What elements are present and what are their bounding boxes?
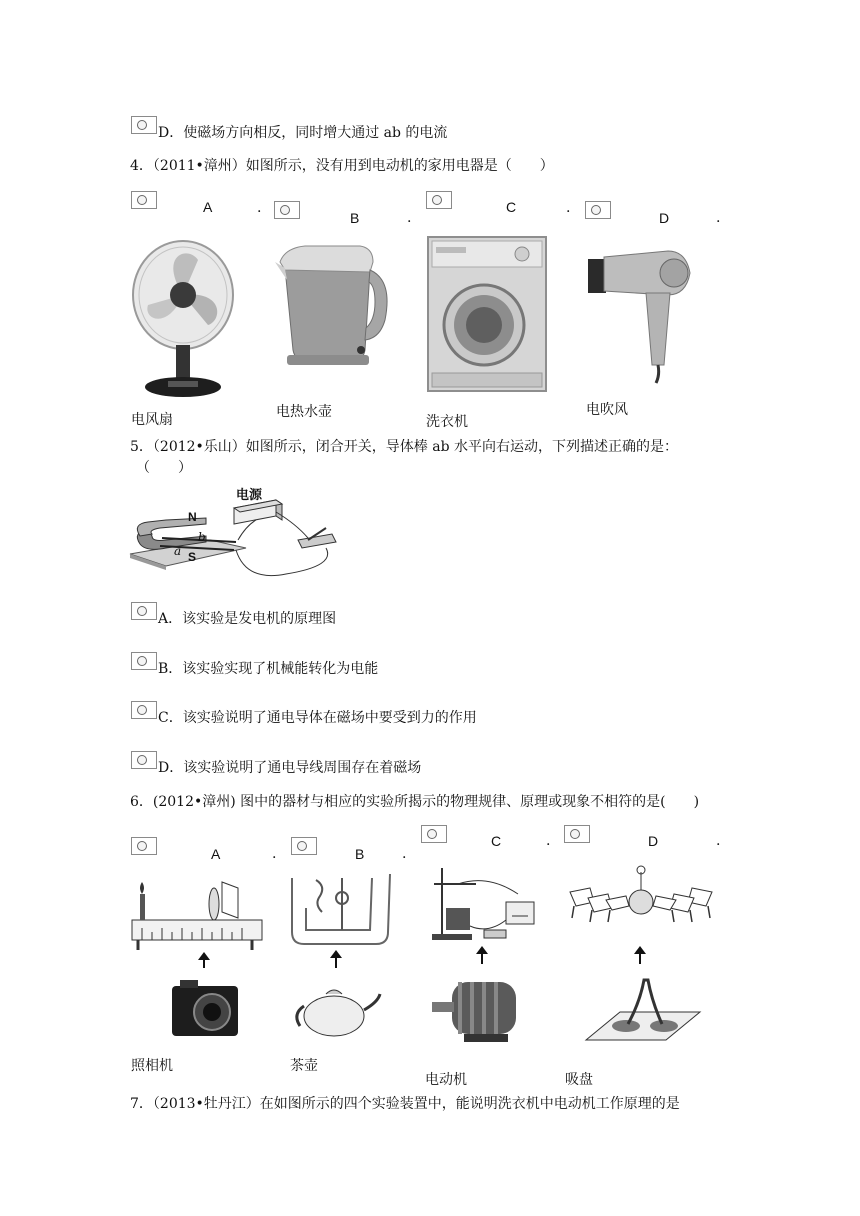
q6-letter-d: D <box>648 833 659 849</box>
option-checkbox-q6-a[interactable] <box>131 837 157 855</box>
q4-letter-a: A <box>203 199 213 215</box>
option-checkbox-q4-c[interactable] <box>426 191 452 209</box>
magnet-s-label: S <box>188 550 197 564</box>
q4-dot-c: . <box>566 200 571 216</box>
electric-fan-image <box>128 235 238 400</box>
magnet-n-label: N <box>188 510 197 524</box>
q5-stem-line1: 5．（2012•乐山）如图所示，闭合开关，导体棒 ab 水平向右运动，下列描述正确的是： <box>130 439 679 455</box>
option-checkbox-q5-a[interactable] <box>131 602 157 620</box>
option-checkbox-q5-d[interactable] <box>131 751 157 769</box>
option-checkbox-q3-d[interactable] <box>131 116 157 134</box>
q4-letter-d: D <box>659 210 670 226</box>
option-checkbox-q5-c[interactable] <box>131 701 157 719</box>
option-checkbox-q5-b[interactable] <box>131 652 157 670</box>
q6-dot-a: . <box>272 846 277 862</box>
q6-stem: 6．(2012•漳州) 图中的器材与相应的实验所揭示的物理规律、原理或现象不相符的是( ) <box>130 794 700 810</box>
option-checkbox-q4-b[interactable] <box>274 201 300 219</box>
q5-stem-line2: （ ） <box>136 460 192 476</box>
power-source-label: 电源 <box>236 488 263 503</box>
option-checkbox-q4-a[interactable] <box>131 191 157 209</box>
washing-machine-image <box>426 235 548 395</box>
q4-caption-kettle: 电热水壶 <box>276 404 332 420</box>
q6-dot-d: . <box>716 833 721 849</box>
q6-caption-suction-cup: 吸盘 <box>565 1072 593 1088</box>
q4-letter-b: B <box>350 210 360 226</box>
rod-b-label: b <box>198 530 206 544</box>
magdeburg-suction-cup-image <box>566 862 716 1062</box>
option-checkbox-q4-d[interactable] <box>585 201 611 219</box>
q4-letter-c: C <box>506 199 517 215</box>
q6-letter-c: C <box>491 833 502 849</box>
q5-option-d: D．该实验说明了通电导线周围存在着磁场 <box>158 760 422 776</box>
hair-dryer-image <box>586 245 696 385</box>
option-checkbox-q6-c[interactable] <box>421 825 447 843</box>
q4-dot-b: . <box>407 210 412 226</box>
q4-caption-dryer: 电吹风 <box>586 402 628 418</box>
q6-letter-a: A <box>211 846 221 862</box>
q5-circuit-figure <box>126 482 346 582</box>
q5-option-c: C．该实验说明了通电导体在磁场中要受到力的作用 <box>158 710 477 726</box>
option-checkbox-q6-d[interactable] <box>564 825 590 843</box>
q4-dot-a: . <box>257 200 262 216</box>
q4-stem: 4．（2011•漳州）如图所示，没有用到电动机的家用电器是（ ） <box>130 158 554 174</box>
connected-vessel-teapot-image <box>286 868 396 1048</box>
electric-kettle-image <box>275 240 385 370</box>
q4-caption-fan: 电风扇 <box>131 412 173 428</box>
q7-stem: 7．（2013•牡丹江）在如图所示的四个实验装置中，能说明洗衣机中电动机工作原理的是 <box>130 1096 680 1112</box>
q6-caption-motor: 电动机 <box>425 1072 467 1088</box>
optical-bench-camera-image <box>128 868 268 1048</box>
q6-letter-b: B <box>355 846 365 862</box>
q4-dot-d: . <box>716 210 721 226</box>
q5-option-b: B．该实验实现了机械能转化为电能 <box>158 661 379 677</box>
option-checkbox-q6-b[interactable] <box>291 837 317 855</box>
q6-dot-c: . <box>546 833 551 849</box>
rod-a-label: a <box>174 544 182 558</box>
q5-option-a: A．该实验是发电机的原理图 <box>158 611 337 627</box>
motor-experiment-image <box>428 864 538 1050</box>
q6-caption-teapot: 茶壶 <box>290 1058 318 1074</box>
q6-caption-camera: 照相机 <box>131 1058 173 1074</box>
q4-caption-washer: 洗衣机 <box>426 414 468 430</box>
q6-dot-b: . <box>402 846 407 862</box>
q3-option-d: D．使磁场方向相反，同时增大通过 ab 的电流 <box>158 125 448 141</box>
